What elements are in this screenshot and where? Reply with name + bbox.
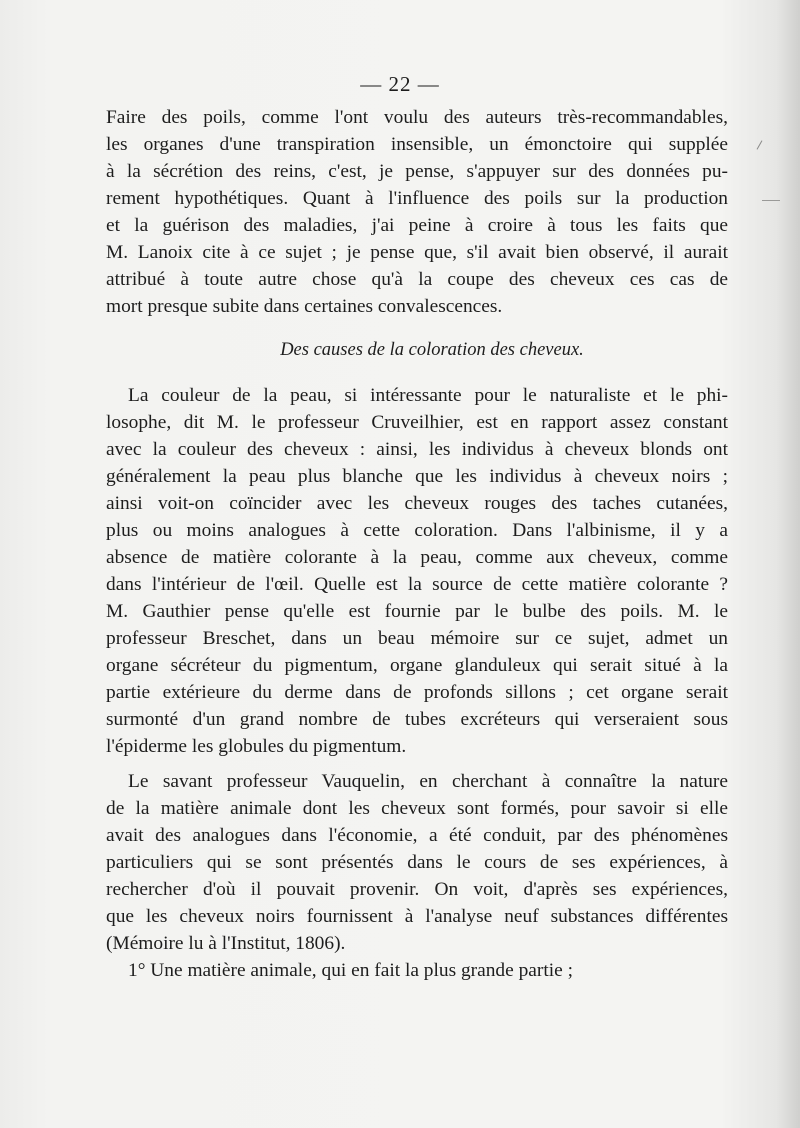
text-line: absence de matière colorante à la peau, comme aux cheveux, comme (106, 547, 728, 568)
text-line: dans l'intérieur de l'œil. Quelle est la source de cette matière colorante ? (106, 574, 728, 595)
text-line: et la guérison des maladies, j'ai peine à croire à tous les faits que (106, 215, 728, 236)
text-line: mort presque subite dans certaines convalescences. (106, 296, 503, 317)
text-line: La couleur de la peau, si intéressante pour le naturaliste et le phi- (128, 385, 728, 406)
text-line: avait des analogues dans l'économie, a été conduit, par des phénomènes (106, 825, 728, 846)
text-line: particuliers qui se sont présentés dans le cours de ses expériences, à (106, 852, 728, 873)
text-line: (Mémoire lu à l'Institut, 1806). (106, 933, 346, 954)
text-line: rechercher d'où il pouvait provenir. On voit, d'après ses expériences, (106, 879, 728, 900)
text-line: surmonté d'un grand nombre de tubes excréteurs qui verseraient sous (106, 709, 728, 730)
page-body (106, 104, 728, 984)
section-heading: Des causes de la coloration des cheveux. (280, 340, 584, 360)
text-line: professeur Breschet, dans un beau mémoire sur ce sujet, admet un (106, 628, 728, 649)
text-line: que les cheveux noirs fournissent à l'analyse neuf substances différentes (106, 906, 728, 927)
text-line: losophe, dit M. le professeur Cruveilhier, est en rapport assez constant (106, 412, 728, 433)
text-line: plus ou moins analogues à cette coloration. Dans l'albinisme, il y a (106, 520, 728, 541)
paragraph-vauquelin (106, 768, 728, 957)
text-line: Faire des poils, comme l'ont voulu des auteurs très-recommandables, (106, 107, 728, 128)
text-line: ainsi voit-on coïncider avec les cheveux rouges des taches cutanées, (106, 493, 728, 514)
paragraph-poils (106, 104, 728, 320)
paragraph-couleur (106, 382, 728, 760)
list-item: 1° Une matière animale, qui en fait la plus grande partie ; (128, 960, 573, 981)
list-substances (106, 957, 728, 984)
text-line: attribué à toute autre chose qu'à la coupe des cheveux ces cas de (106, 269, 728, 290)
margin-mark-dash (762, 200, 780, 201)
text-line: généralement la peau plus blanche que les individus à cheveux noirs ; (106, 466, 728, 487)
text-line: organe sécréteur du pigmentum, organe glanduleux qui serait situé à la (106, 655, 728, 676)
page-number: — 22 — (360, 72, 440, 96)
text-line: les organes d'une transpiration insensible, un émonctoire qui supplée (106, 134, 728, 155)
paragraph-gap (106, 760, 728, 768)
text-line: M. Gauthier pense qu'elle est fournie par le bulbe des poils. M. le (106, 601, 728, 622)
text-line: Le savant professeur Vauquelin, en cherchant à connaître la nature (128, 771, 728, 792)
margin-mark-tick (757, 140, 763, 149)
text-line: de la matière animale dont les cheveux sont formés, pour savoir si elle (106, 798, 728, 819)
text-line: M. Lanoix cite à ce sujet ; je pense que, s'il avait bien observé, il aurait (106, 242, 728, 263)
text-line: avec la couleur des cheveux : ainsi, les individus à cheveux blonds ont (106, 439, 728, 460)
text-line: rement hypothétiques. Quant à l'influence des poils sur la production (106, 188, 728, 209)
text-line: à la sécrétion des reins, c'est, je pense, s'appuyer sur des données pu- (106, 161, 728, 182)
text-line: partie extérieure du derme dans de profonds sillons ; cet organe serait (106, 682, 728, 703)
text-line: l'épiderme les globules du pigmentum. (106, 736, 407, 757)
